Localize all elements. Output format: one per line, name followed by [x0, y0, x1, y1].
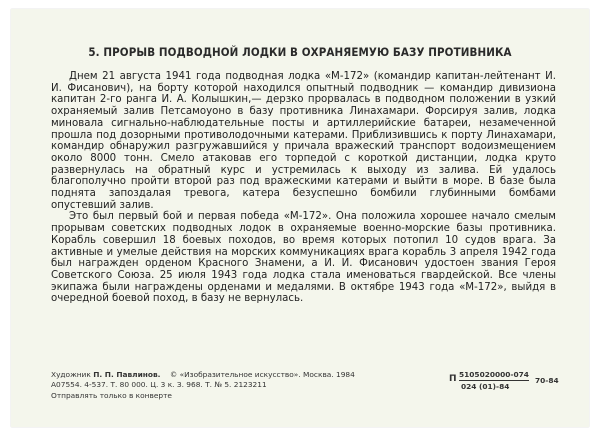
imprint-block — [51, 370, 355, 401]
article-body — [51, 71, 556, 305]
artist-prefix: Художник — [51, 370, 91, 379]
postcard-back — [11, 9, 589, 427]
index-numerator: 5105020000-074 — [459, 370, 529, 379]
publisher-line: © «Изобразительное искусство». Москва. 1984 — [169, 370, 355, 379]
mailing-note: Отправлять только в конверте — [51, 390, 172, 400]
paragraph-2: Это был первый бой и первая победа «М-172». Она положила хорошее начало смелым прорывам советских подводных лодок в охраняемые военно-морские базы противника. Корабль совершил 18 боевых походов, во время которых потопил 10 судов врага. За активные и умелые действия на морских коммуникациях врага корабль 3 апреля 1942 года был награжден орденом Красного Знамени, а И. И. Фисанович удостоен звания Героя Советского Союза. 25 июля 1943 года лодка стала именоваться гвардейской. Все члены экипажа были награждены орденами и медалями. В октябре 1943 года «М-172», выйдя в очередной боевой поход, в базу не вернулась. — [51, 211, 556, 305]
page-title: 5. ПРОРЫВ ПОДВОДНОЙ ЛОДКИ В ОХРАНЯЕМУЮ БАЗУ ПРОТИВНИКА — [88, 45, 512, 59]
index-letter: П — [449, 374, 457, 384]
paragraph-1: Днем 21 августа 1941 года подводная лодка «М-172» (командир капитан-лейтенант И. И. Фисанович), на борту которой находился опытный подводник — командир дивизиона капитан 2-го ранга И. А. Колышкин,— дерзко прорвалась в подводном положении в узкий охраняемый залив Петсамоуоно в базу противника Линахамари. Форсируя залив, лодка миновала сигнально-наблюдательные посты и артиллерийские батареи, незамеченной прошла под дозорными противолодочными катерами. Приблизившись к порту Линахамари, командир обнаружил разгружавшийся у причала вражеский транспорт водоизмещением около 8000 тонн. Смело атаковав его торпедой с короткой дистанции, лодка круто развернулась на обратный курс и устремилась к выходу из залива. Ей удалось благополучно пройти второй раз под вражескими катерами и выйти в море. В базе была поднята запоздалая тревога, катера безуспешно бомбили глубинными бомбами опустевший залив. — [51, 71, 556, 211]
artist-line — [51, 370, 355, 380]
print-info-line: А07554. 4-537. Т. 80 000. Ц. 3 к. З. 968. Т. № 5. 2123211 — [51, 380, 267, 390]
artist-name: П. П. Павлинов. — [93, 370, 161, 379]
index-code: 70-84 — [535, 376, 559, 385]
index-denominator: 024 (01)-84 — [461, 382, 510, 391]
